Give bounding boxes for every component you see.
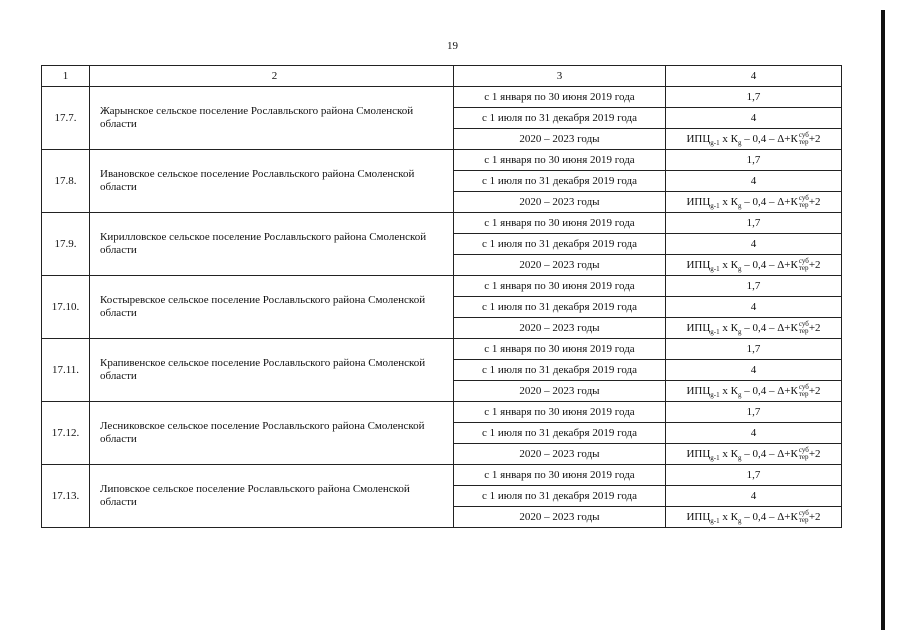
value-cell [666,444,842,465]
formula-sub-ter: тер [798,516,809,524]
formula-prefix: ИПЦ [686,258,711,271]
formula-sub-g1: g-1 [710,327,720,336]
settlement-name: Ивановское сельское поселение Рославльского района Смоленской области [90,150,454,213]
period-cell: с 1 июля по 31 декабря 2019 года [454,171,666,192]
table-row [42,339,842,360]
formula-prefix: ИПЦ [686,321,711,334]
formula-sup-sub: суб [798,383,809,391]
formula-sub-g1: g-1 [710,516,720,525]
formula-stack [799,321,809,335]
table-row [42,465,842,486]
formula-sub-ter: тер [798,264,809,272]
formula-suffix: +2 [808,321,821,334]
value-cell: 4 [666,108,842,129]
formula-sup-sub: суб [798,131,809,139]
formula-sub-ter: тер [798,390,809,398]
formula-k: К [730,195,738,208]
period-cell: 2020 – 2023 годы [454,381,666,402]
formula-stack [799,510,809,524]
formula-sup-sub: суб [798,509,809,517]
formula-mid: – 0,4 – Δ+ [744,258,791,271]
row-number: 17.9. [42,213,90,276]
formula-sub-g1: g-1 [710,390,720,399]
formula-k2: К [790,321,798,334]
value-cell: 1,7 [666,276,842,297]
formula-sup-sub: суб [798,194,809,202]
page-edge-bar [881,10,885,630]
value-cell: 1,7 [666,87,842,108]
formula-prefix: ИПЦ [686,132,711,145]
formula-sub-g1: g-1 [710,264,720,273]
formula-mid: – 0,4 – Δ+ [744,384,791,397]
period-cell: 2020 – 2023 годы [454,507,666,528]
tariff-table [41,65,842,528]
value-cell: 4 [666,234,842,255]
row-number: 17.8. [42,150,90,213]
period-cell: с 1 июля по 31 декабря 2019 года [454,108,666,129]
formula-sup-sub: суб [798,446,809,454]
value-cell [666,318,842,339]
formula-k: К [730,447,738,460]
formula-sub-g1: g-1 [710,138,720,147]
period-cell: с 1 июля по 31 декабря 2019 года [454,423,666,444]
period-cell: с 1 июля по 31 декабря 2019 года [454,234,666,255]
formula-sub-ter: тер [798,201,809,209]
value-cell: 4 [666,360,842,381]
index-formula [686,511,820,523]
page-number: 19 [447,40,458,52]
formula-sub-g: g [737,327,742,336]
settlement-name: Липовское сельское поселение Рославльского района Смоленской области [90,465,454,528]
settlement-name: Лесниковское сельское поселение Рославльского района Смоленской области [90,402,454,465]
settlement-name: Жарынское сельское поселение Рославльского района Смоленской области [90,87,454,150]
period-cell: с 1 января по 30 июня 2019 года [454,465,666,486]
settlement-name: Крапивенское сельское поселение Рославльского района Смоленской области [90,339,454,402]
formula-suffix: +2 [808,195,821,208]
formula-x: x [722,447,728,460]
formula-x: x [722,321,728,334]
formula-prefix: ИПЦ [686,447,711,460]
value-cell [666,381,842,402]
formula-k: К [730,321,738,334]
index-formula [686,448,820,460]
formula-stack [799,132,809,146]
formula-stack [799,258,809,272]
header-col-3: 3 [454,66,666,87]
table-header-row [42,66,842,87]
value-cell [666,192,842,213]
table-row [42,402,842,423]
period-cell: 2020 – 2023 годы [454,444,666,465]
row-number: 17.13. [42,465,90,528]
settlement-name: Костыревское сельское поселение Рославльского района Смоленской области [90,276,454,339]
period-cell: с 1 июля по 31 декабря 2019 года [454,360,666,381]
value-cell: 1,7 [666,402,842,423]
formula-x: x [722,510,728,523]
period-cell: 2020 – 2023 годы [454,192,666,213]
formula-stack [799,384,809,398]
row-number: 17.12. [42,402,90,465]
formula-x: x [722,258,728,271]
formula-sup-sub: суб [798,257,809,265]
index-formula [686,322,820,334]
period-cell: с 1 января по 30 июня 2019 года [454,213,666,234]
formula-suffix: +2 [808,258,821,271]
value-cell: 1,7 [666,465,842,486]
formula-k2: К [790,195,798,208]
formula-sub-g1: g-1 [710,201,720,210]
settlement-name: Кирилловское сельское поселение Рославльского района Смоленской области [90,213,454,276]
formula-x: x [722,384,728,397]
index-formula [686,133,820,145]
formula-sub-g: g [737,138,742,147]
formula-k: К [730,132,738,145]
formula-stack [799,447,809,461]
formula-k2: К [790,510,798,523]
formula-prefix: ИПЦ [686,384,711,397]
formula-sub-g: g [737,264,742,273]
formula-x: x [722,132,728,145]
row-number: 17.7. [42,87,90,150]
formula-mid: – 0,4 – Δ+ [744,321,791,334]
period-cell: с 1 января по 30 июня 2019 года [454,339,666,360]
value-cell: 4 [666,297,842,318]
table-row [42,87,842,108]
header-col-4: 4 [666,66,842,87]
formula-sub-g: g [737,390,742,399]
formula-sub-g: g [737,453,742,462]
value-cell [666,507,842,528]
period-cell: с 1 января по 30 июня 2019 года [454,276,666,297]
value-cell: 1,7 [666,339,842,360]
formula-k: К [730,384,738,397]
formula-suffix: +2 [808,447,821,460]
formula-sub-ter: тер [798,327,809,335]
value-cell [666,129,842,150]
formula-suffix: +2 [808,510,821,523]
period-cell: с 1 июля по 31 декабря 2019 года [454,486,666,507]
header-col-1: 1 [42,66,90,87]
formula-mid: – 0,4 – Δ+ [744,132,791,145]
formula-suffix: +2 [808,384,821,397]
header-col-2: 2 [90,66,454,87]
formula-sub-ter: тер [798,138,809,146]
table-row [42,213,842,234]
formula-prefix: ИПЦ [686,510,711,523]
formula-sub-g1: g-1 [710,453,720,462]
value-cell: 1,7 [666,150,842,171]
period-cell: с 1 января по 30 июня 2019 года [454,87,666,108]
value-cell: 4 [666,486,842,507]
period-cell: с 1 января по 30 июня 2019 года [454,150,666,171]
formula-stack [799,195,809,209]
table-row [42,276,842,297]
formula-k: К [730,510,738,523]
period-cell: 2020 – 2023 годы [454,255,666,276]
value-cell: 4 [666,423,842,444]
value-cell: 1,7 [666,213,842,234]
index-formula [686,259,820,271]
index-formula [686,385,820,397]
formula-prefix: ИПЦ [686,195,711,208]
formula-k2: К [790,132,798,145]
table-row [42,150,842,171]
period-cell: с 1 января по 30 июня 2019 года [454,402,666,423]
period-cell: с 1 июля по 31 декабря 2019 года [454,297,666,318]
period-cell: 2020 – 2023 годы [454,318,666,339]
formula-x: x [722,195,728,208]
formula-mid: – 0,4 – Δ+ [744,447,791,460]
index-formula [686,196,820,208]
formula-mid: – 0,4 – Δ+ [744,195,791,208]
formula-k2: К [790,258,798,271]
value-cell [666,255,842,276]
period-cell: 2020 – 2023 годы [454,129,666,150]
formula-sup-sub: суб [798,320,809,328]
formula-sub-g: g [737,516,742,525]
formula-sub-g: g [737,201,742,210]
formula-mid: – 0,4 – Δ+ [744,510,791,523]
formula-sub-ter: тер [798,453,809,461]
formula-k2: К [790,447,798,460]
formula-k: К [730,258,738,271]
value-cell: 4 [666,171,842,192]
row-number: 17.11. [42,339,90,402]
row-number: 17.10. [42,276,90,339]
formula-k2: К [790,384,798,397]
formula-suffix: +2 [808,132,821,145]
